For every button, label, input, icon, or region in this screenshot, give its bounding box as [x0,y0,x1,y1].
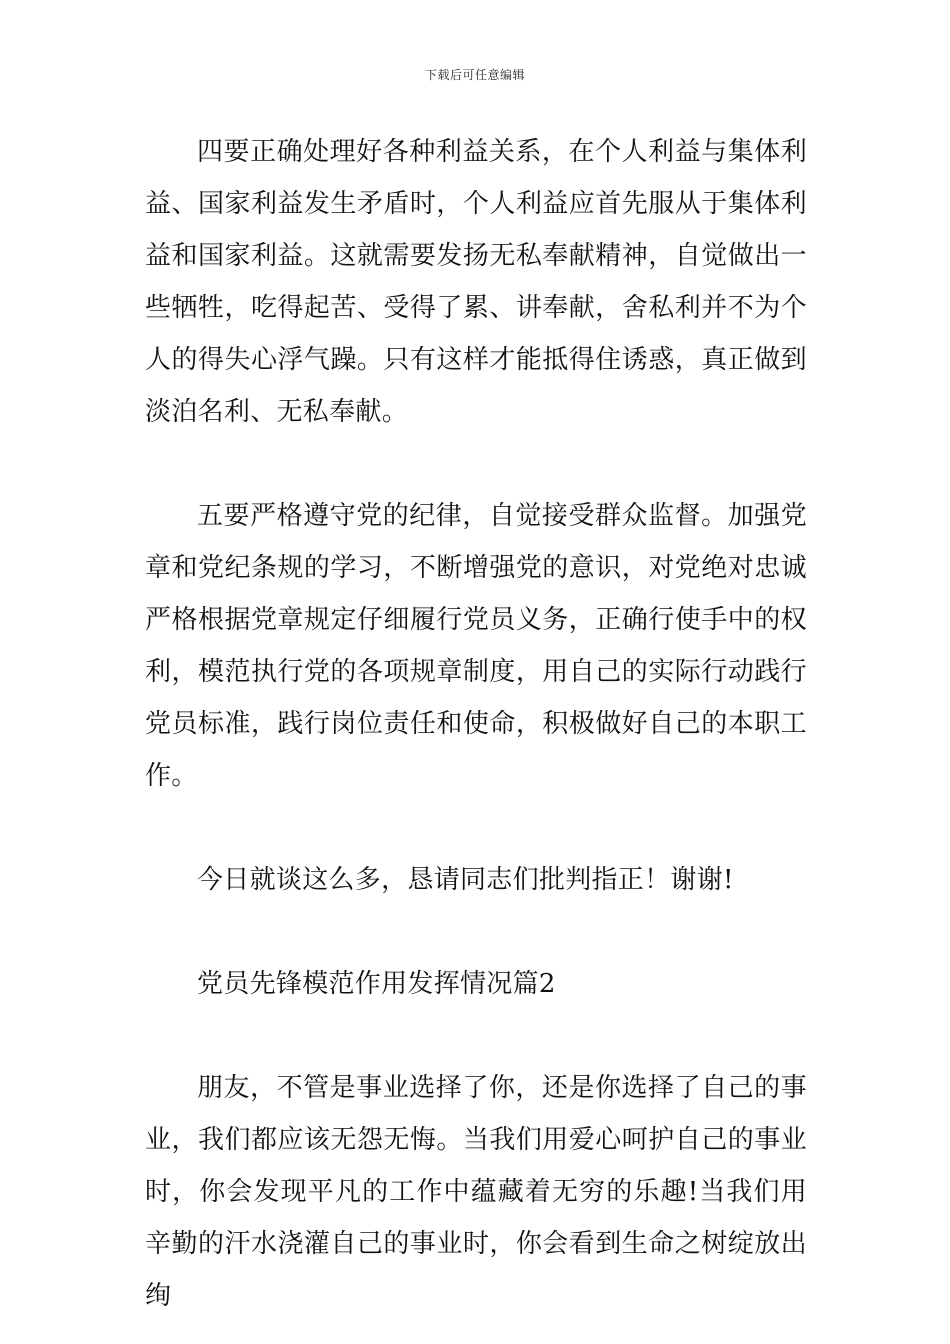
section-heading: 党员先锋模范作用发挥情况篇2 [197,969,556,999]
paragraph-discipline-interests: 四要正确处理好各种利益关系，在个人利益与集体利益、国家利益发生矛盾时，个人利益应首先服从于集体利益和国家利益。这就需要发扬无私奉献精神，自觉做出一些牺牲，吃得起苦、受得了累、讲奉献，舍私利并不为个人的得失心浮气躁。只有这样才能抵得住诱惑，真正做到淡泊名利、无私奉献。 [145,137,807,427]
document-body [145,126,807,1322]
paragraph-party-discipline: 五要严格遵守党的纪律，自觉接受群众监督。加强党章和党纪条规的学习，不断增强党的意识，对党绝对忠诚严格根据党章规定仔细履行党员义务，正确行使手中的权利，模范执行党的各项规章制度，用自己的实际行动践行党员标准，践行岗位责任和使命，积极做好自己的本职工作。 [145,501,807,791]
paragraph-closing-remarks: 今日就谈这么多，恳请同志们批判指正！谢谢! [197,865,734,895]
page-header: 下载后可任意编辑 [424,68,525,82]
paragraph-career-choice: 朋友，不管是事业选择了你，还是你选择了自己的事业，我们都应该无怨无悔。当我们用爱心呵护自己的事业时，你会发现平凡的工作中蕴藏着无穷的乐趣!当我们用辛勤的汗水浇灌自己的事业时，你会看到生命之树绽放出绚 [145,1073,807,1311]
